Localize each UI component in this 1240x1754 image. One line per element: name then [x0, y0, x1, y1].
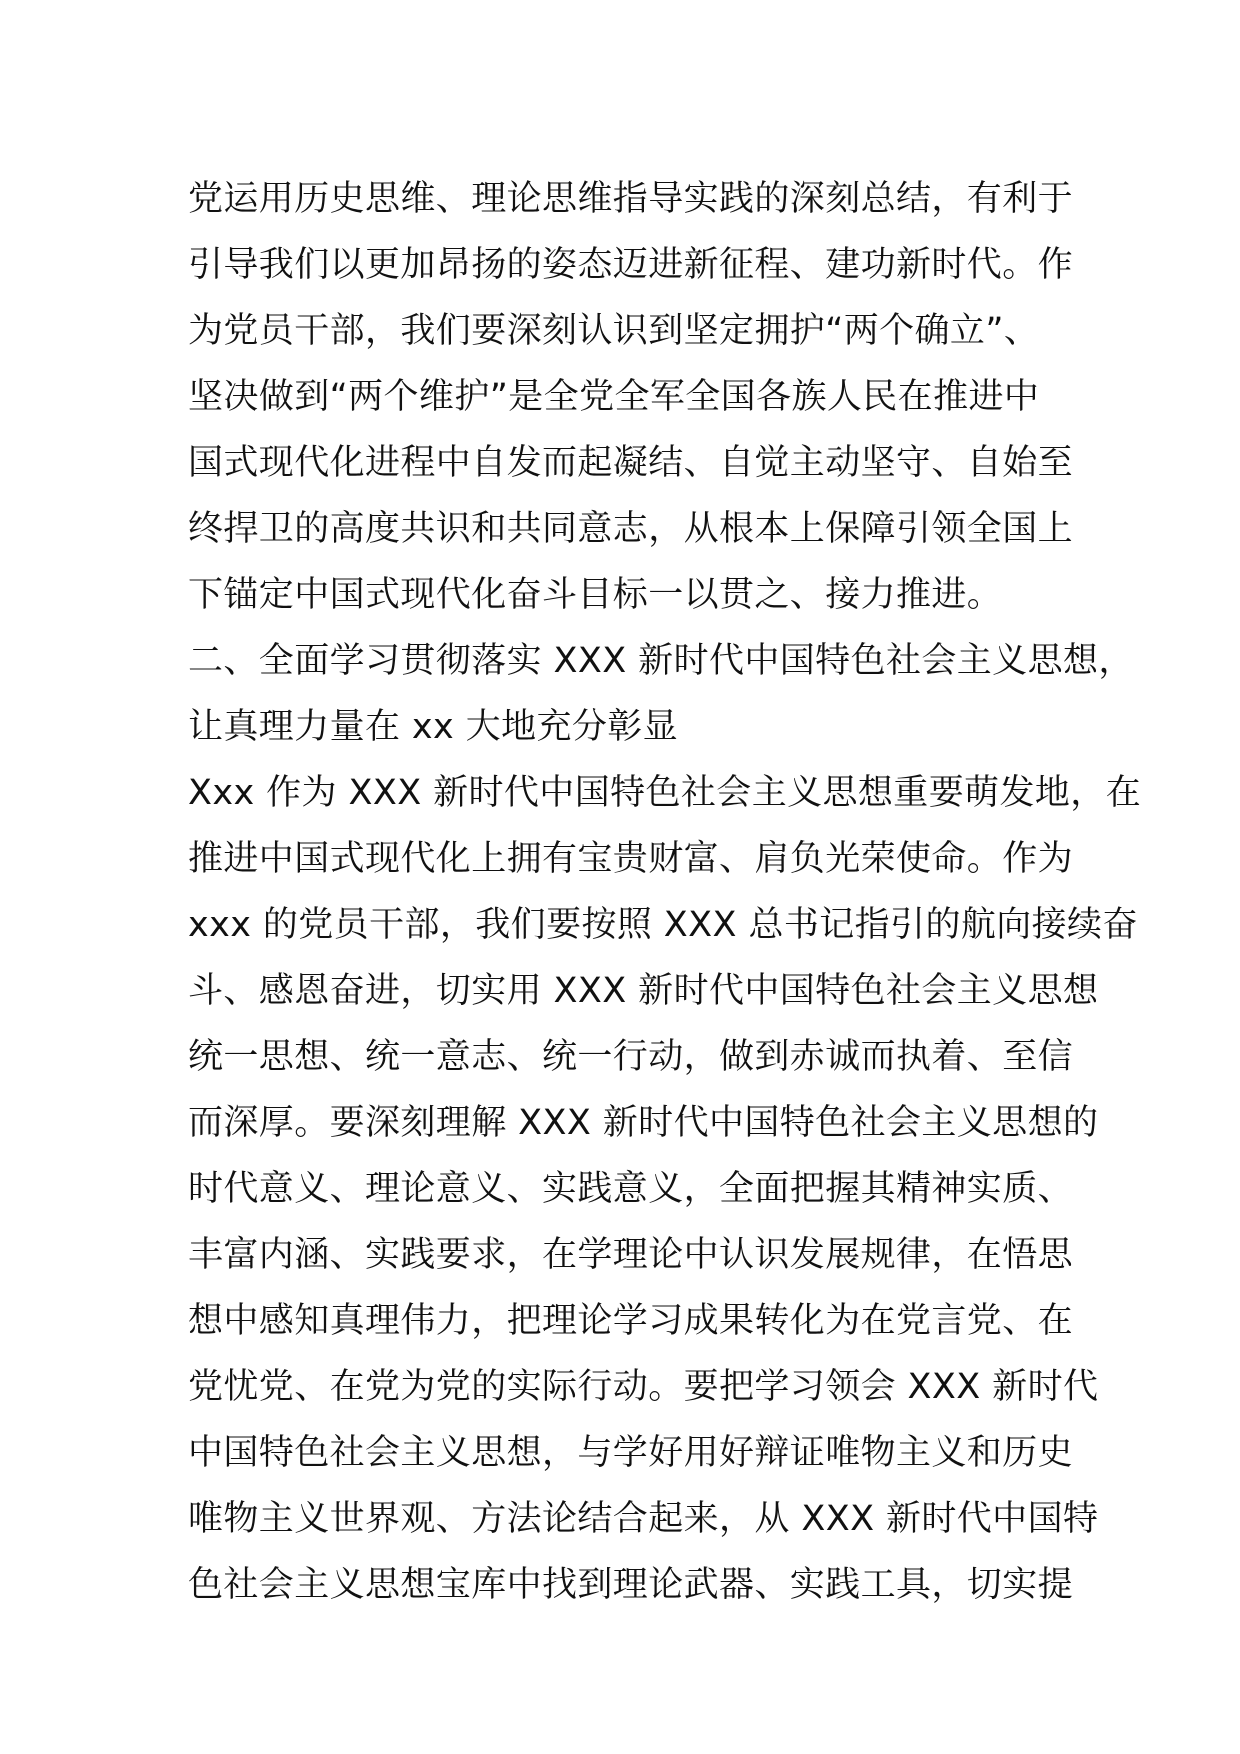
text-line: 引导我们以更加昂扬的姿态迈进新征程、建功新时代。作	[188, 245, 1074, 285]
text-line: 而深厚。要深刻理解 XXX 新时代中国特色社会主义思想的	[188, 1103, 1099, 1143]
section-heading-line: 二、全面学习贯彻落实 XXX 新时代中国特色社会主义思想，	[188, 641, 1134, 681]
text-line: 想中感知真理伟力，把理论学习成果转化为在党言党、在	[188, 1301, 1074, 1341]
text-line: 时代意义、理论意义、实践意义，全面把握其精神实质、	[188, 1169, 1074, 1209]
text-line: 推进中国式现代化上拥有宝贵财富、肩负光荣使命。作为	[188, 839, 1074, 879]
text-line: 为党员干部，我们要深刻认识到坚定拥护“两个确立”、	[188, 311, 1040, 351]
text-line: 坚决做到“两个维护”是全党全军全国各族人民在推进中	[188, 377, 1040, 417]
text-line: 党运用历史思维、理论思维指导实践的深刻总结，有利于	[188, 179, 1074, 219]
text-line: 党忧党、在党为党的实际行动。要把学习领会 XXX 新时代	[188, 1367, 1099, 1407]
section-heading-line: 让真理力量在 xx 大地充分彰显	[188, 707, 679, 747]
document-body	[188, 166, 1142, 1618]
text-line: xxx 的党员干部，我们要按照 XXX 总书记指引的航向接续奋	[188, 905, 1138, 945]
text-line: 色社会主义思想宝库中找到理论武器、实践工具，切实提	[188, 1565, 1074, 1605]
text-line: 唯物主义世界观、方法论结合起来，从 XXX 新时代中国特	[188, 1499, 1099, 1539]
text-line: 丰富内涵、实践要求，在学理论中认识发展规律，在悟思	[188, 1235, 1074, 1275]
text-line: 下锚定中国式现代化奋斗目标一以贯之、接力推进。	[188, 575, 1003, 615]
text-line: 统一思想、统一意志、统一行动，做到赤诚而执着、至信	[188, 1037, 1074, 1077]
text-line: 斗、感恩奋进，切实用 XXX 新时代中国特色社会主义思想	[188, 971, 1099, 1011]
text-line: 国式现代化进程中自发而起凝结、自觉主动坚守、自始至	[188, 443, 1074, 483]
text-line: 终捍卫的高度共识和共同意志，从根本上保障引领全国上	[188, 509, 1074, 549]
text-line: Xxx 作为 XXX 新时代中国特色社会主义思想重要萌发地，在	[188, 773, 1142, 813]
text-line: 中国特色社会主义思想，与学好用好辩证唯物主义和历史	[188, 1433, 1074, 1473]
